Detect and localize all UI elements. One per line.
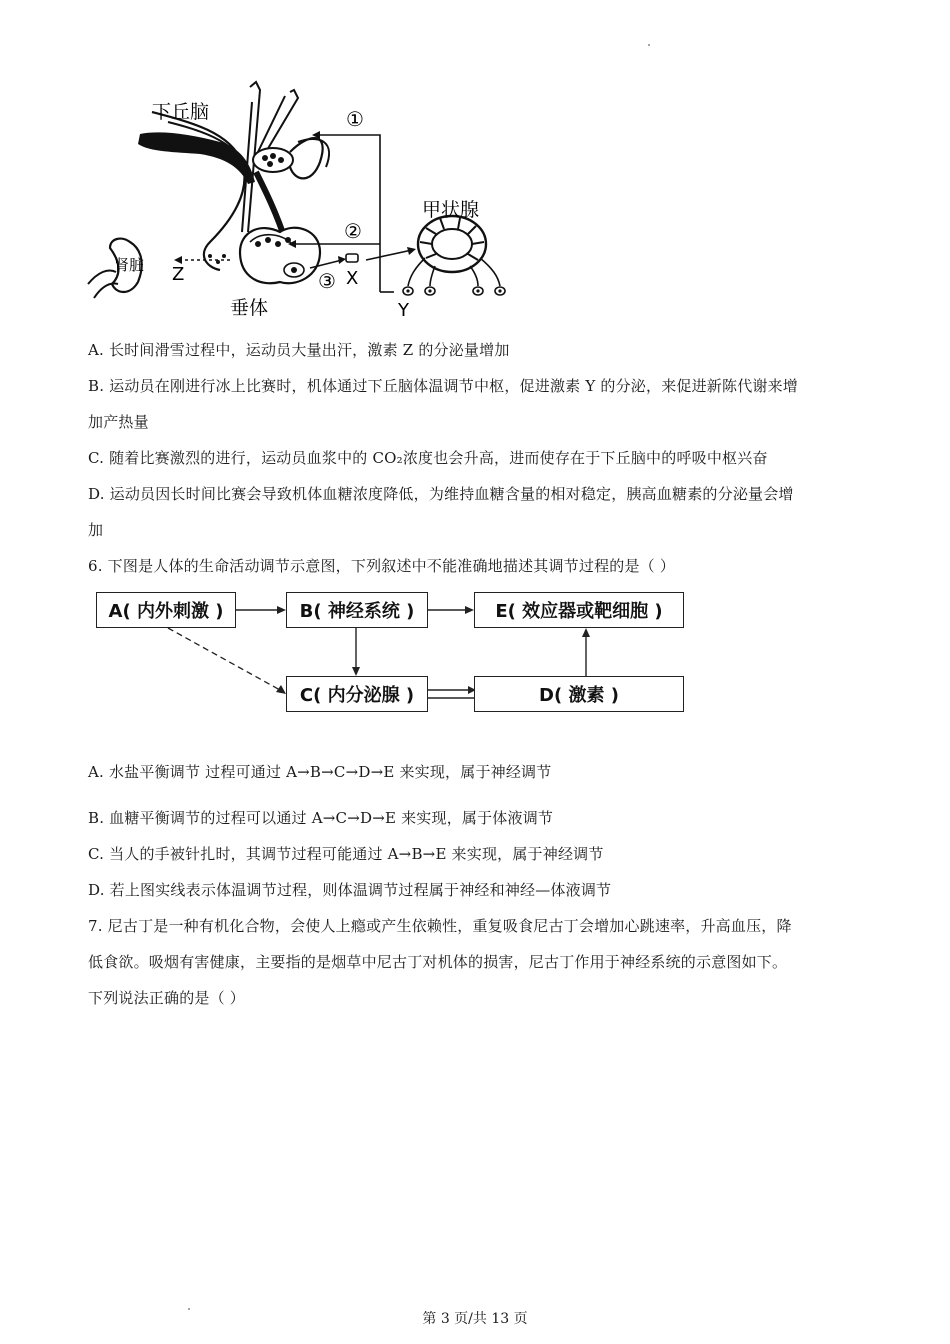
label-z: Z: [172, 264, 185, 285]
label-circle1: ①: [346, 107, 364, 131]
scan-speck: [648, 44, 650, 46]
box-d-hormone: D( 激素 ): [474, 676, 684, 712]
label-circle3: ③: [318, 269, 336, 293]
q6-option-b: B. 血糖平衡调节的过程可以通过 A→C→D→E 来实现，属于体液调节: [88, 809, 554, 827]
regulation-flowchart: [88, 586, 688, 716]
label-thyroid: 甲状腺: [422, 199, 480, 221]
q5-option-b-cont: 加产热量: [88, 413, 149, 431]
label-circle2: ②: [344, 219, 362, 243]
box-a-stimulus: A( 内外刺激 ): [96, 592, 236, 628]
box-c-endocrine-gland: C( 内分泌腺 ): [286, 676, 428, 712]
q6-stem: 6. 下图是人体的生命活动调节示意图，下列叙述中不能准确地描述其调节过程的是（ ）: [88, 557, 676, 575]
label-kidney: 肾脏: [114, 256, 145, 274]
page-footer: 第 3 页/共 13 页: [422, 1311, 528, 1327]
q6-option-d: D. 若上图实线表示体温调节过程，则体温调节过程属于神经和神经—体液调节: [88, 881, 612, 899]
q7-line-3: 下列说法正确的是（ ）: [88, 989, 245, 1007]
hypothalamus-pituitary-diagram: [80, 72, 540, 330]
q7-line-1: 7. 尼古丁是一种有机化合物，会使人上瘾或产生依赖性，重复吸食尼古丁会增加心跳速率，升高血压，降: [88, 917, 792, 935]
q5-option-c: C. 随着比赛激烈的进行，运动员血浆中的 CO₂浓度也会升高，进而使存在于下丘脑中的呼吸中枢兴奋: [88, 449, 768, 467]
label-y: Y: [398, 300, 409, 321]
label-pituitary: 垂体: [230, 297, 269, 319]
box-e-effector: E( 效应器或靶细胞 ): [474, 592, 684, 628]
label-hypothalamus: 下丘脑: [152, 101, 210, 123]
q6-option-a: A. 水盐平衡调节 过程可通过 A→B→C→D→E 来实现，属于神经调节: [88, 763, 552, 781]
q7-line-2: 低食欲。吸烟有害健康，主要指的是烟草中尼古丁对机体的损害，尼古丁作用于神经系统的示意图如下。: [88, 953, 788, 971]
label-x: X: [346, 268, 359, 289]
q6-option-c: C. 当人的手被针扎时，其调节过程可能通过 A→B→E 来实现，属于神经调节: [88, 845, 604, 863]
q5-option-d-cont: 加: [88, 521, 104, 539]
q5-option-d: D. 运动员因长时间比赛会导致机体血糖浓度降低，为维持血糖含量的相对稳定，胰高血糖素的分泌量会增: [88, 485, 794, 503]
q5-option-b: B. 运动员在刚进行冰上比赛时，机体通过下丘脑体温调节中枢，促进激素 Y 的分泌，来促进新陈代谢来增: [88, 377, 799, 395]
q5-option-a: A. 长时间滑雪过程中，运动员大量出汗，激素 Z 的分泌量增加: [88, 341, 510, 359]
blood-vessel-loop: [290, 138, 323, 178]
neuron-cluster: [253, 148, 293, 172]
box-b-nervous-system: B( 神经系统 ): [286, 592, 428, 628]
hypothalamus-region: [138, 132, 255, 184]
